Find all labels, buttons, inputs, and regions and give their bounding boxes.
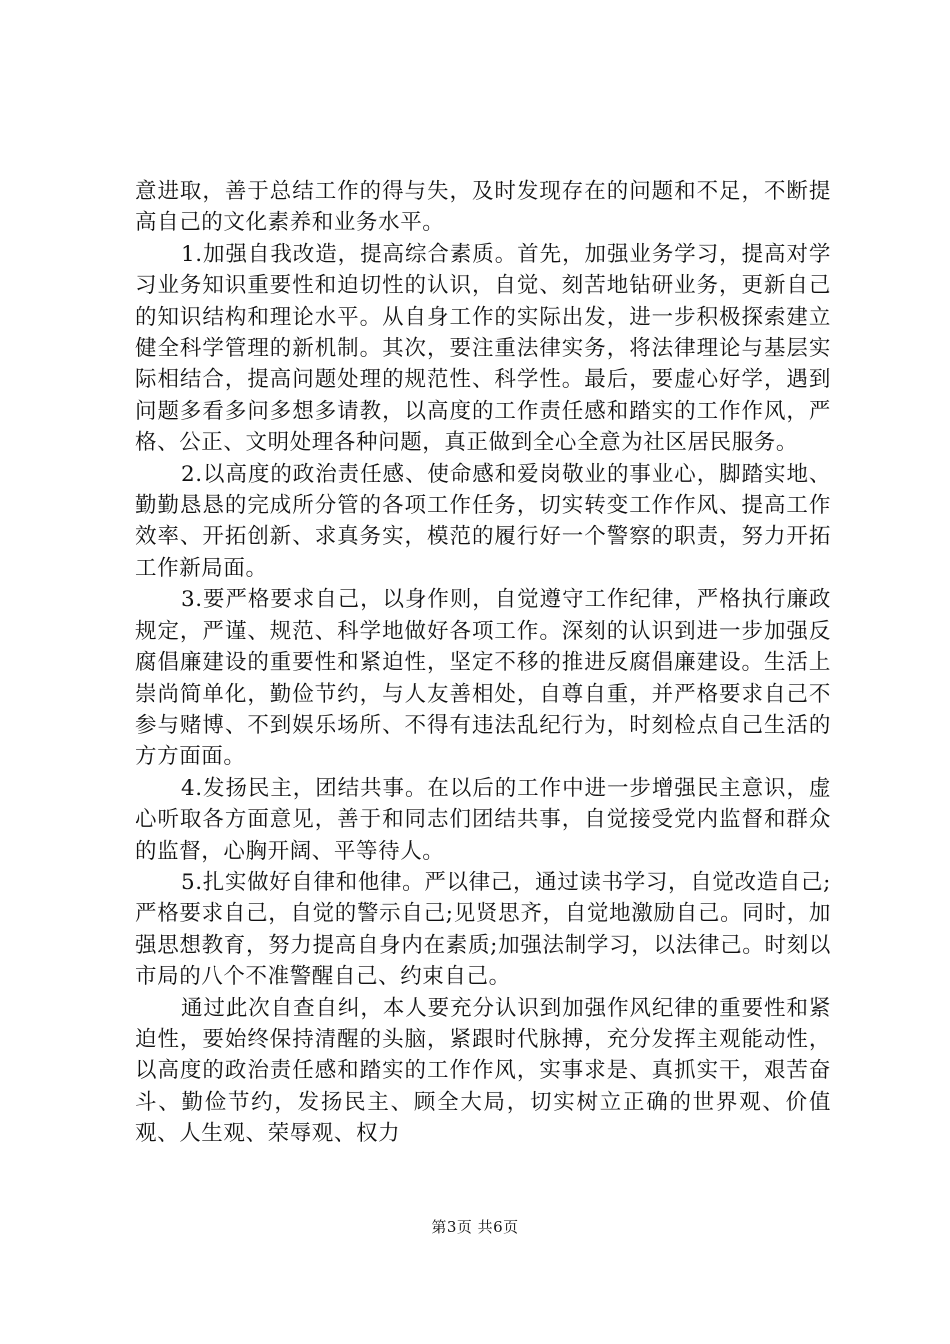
paragraph-item-3: 3.要严格要求自己，以身作则，自觉遵守工作纪律，严格执行廉政规定，严谨、规范、科学地做好各项工作。深刻的认识到进一步加强反腐倡廉建设的重要性和紧迫性，坚定不移的推进反腐倡廉建设。生活上崇尚简单化，勤俭节约，与人友善相处，自尊自重，并严格要求自己不参与赌博、不到娱乐场所、不得有违法乱纪行为，时刻检点自己生活的方方面面。 bbox=[135, 587, 831, 770]
document-body bbox=[135, 176, 831, 1150]
paragraph-continuation: 意进取，善于总结工作的得与失，及时发现存在的问题和不足，不断提高自己的文化素养和业务水平。 bbox=[135, 179, 831, 236]
paragraph-conclusion: 通过此次自查自纠，本人要充分认识到加强作风纪律的重要性和紧迫性，要始终保持清醒的头脑，紧跟时代脉搏，充分发挥主观能动性，以高度的政治责任感和踏实的工作作风，实事求是、真抓实干，艰苦奋斗、勤俭节约，发扬民主、顾全大局，切实树立正确的世界观、价值观、人生观、荣辱观、权力 bbox=[135, 995, 831, 1147]
paragraph-item-4: 4.发扬民主，团结共事。在以后的工作中进一步增强民主意识，虚心听取各方面意见，善于和同志们团结共事，自觉接受党内监督和群众的监督，心胸开阔、平等待人。 bbox=[135, 775, 831, 864]
page-number-footer: 第3页 共6页 bbox=[431, 1218, 519, 1236]
paragraph-item-2: 2.以高度的政治责任感、使命感和爱岗敬业的事业心，脚踏实地、勤勤恳恳的完成所分管的各项工作任务，切实转变工作作风、提高工作效率、开拓创新、求真务实，模范的履行好一个警察的职责，努力开拓工作新局面。 bbox=[135, 461, 831, 581]
paragraph-item-5: 5.扎实做好自律和他律。严以律己，通过读书学习，自觉改造自己;严格要求自己，自觉的警示自己;见贤思齐，自觉地激励自己。同时，加强思想教育，努力提高自身内在素质;加强法制学习，以法律己。时刻以市局的八个不准警醒自己、约束自己。 bbox=[135, 869, 831, 990]
paragraph-item-1: 1.加强自我改造，提高综合素质。首先，加强业务学习，提高对学习业务知识重要性和迫切性的认识，自觉、刻苦地钻研业务，更新自己的知识结构和理论水平。从自身工作的实际出发，进一步积极探索建立健全科学管理的新机制。其次，要注重法律实务，将法律理论与基层实际相结合，提高问题处理的规范性、科学性。最后，要虚心好学，遇到问题多看多问多想多请教，以高度的工作责任感和踏实的工作作风，严格、公正、文明处理各种问题，真正做到全心全意为社区居民服务。 bbox=[135, 241, 831, 456]
